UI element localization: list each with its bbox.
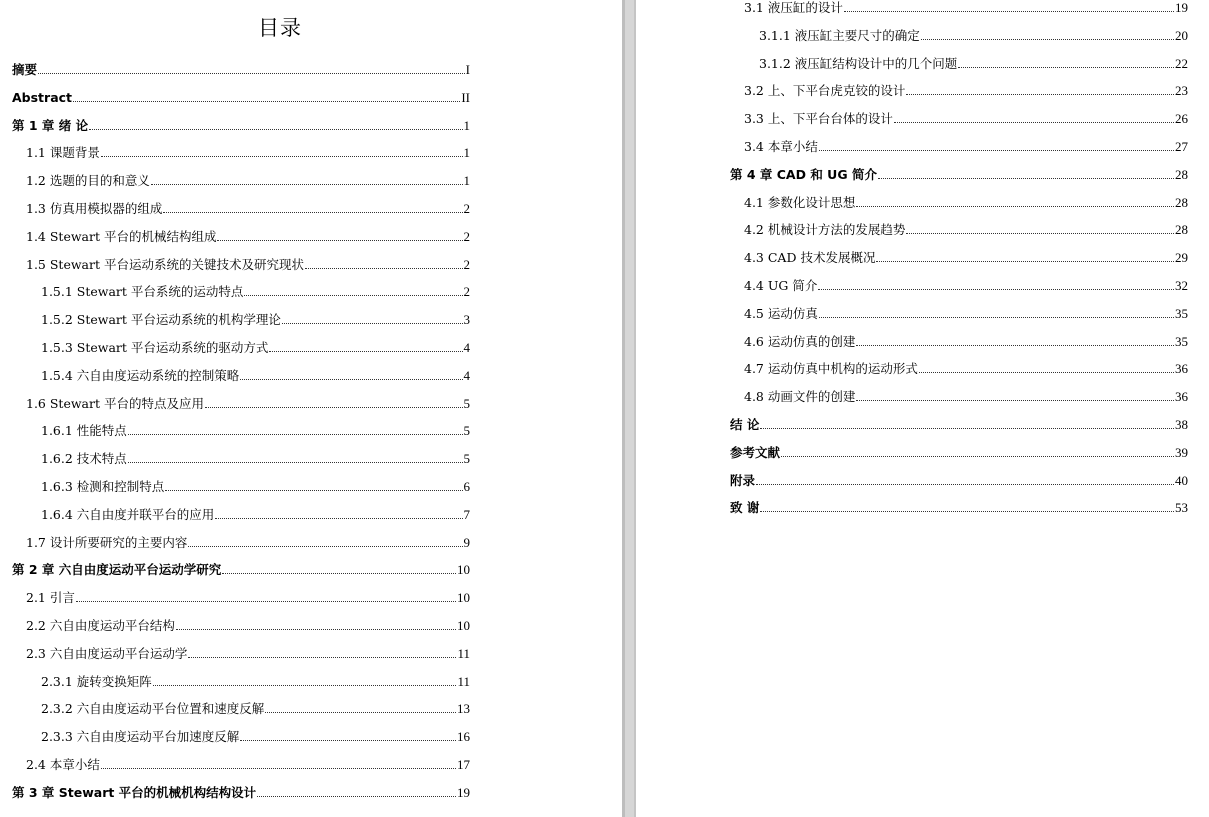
dot-leader	[894, 122, 1174, 123]
toc-entry[interactable]	[730, 164, 1188, 192]
toc-entry-label: 第 1 章 绪 论	[12, 117, 89, 133]
toc-entry[interactable]	[730, 80, 1188, 108]
toc-entry[interactable]	[12, 754, 470, 782]
toc-entry[interactable]	[730, 53, 1188, 81]
toc-entry-label: 4.5 运动仿真	[744, 305, 818, 321]
dot-leader	[244, 295, 462, 296]
toc-entry-page-number: 6	[463, 478, 470, 494]
toc-entry-label: 4.1 参数化设计思想	[744, 194, 856, 210]
toc-entry[interactable]	[12, 393, 470, 421]
toc-entry-label: 第 2 章 六自由度运动平台运动学研究	[12, 562, 222, 578]
toc-entry-label: 2.3.2 六自由度运动平台位置和速度反解	[41, 701, 265, 717]
toc-entry-label: 1.3 仿真用模拟器的组成	[26, 200, 163, 216]
dot-leader	[760, 511, 1174, 512]
toc-entry[interactable]	[12, 87, 470, 115]
toc-entry[interactable]	[730, 414, 1188, 442]
toc-entry-page-number: 28	[1175, 222, 1188, 238]
toc-entry-page-number: 36	[1175, 361, 1188, 377]
toc-entry-label: 2.4 本章小结	[26, 756, 100, 772]
toc-entry-page-number: 1	[463, 145, 470, 161]
toc-entry-page-number: 5	[463, 395, 470, 411]
toc-entry-page-number: 11	[457, 673, 470, 689]
page-divider	[622, 0, 636, 817]
toc-entry-label: 1.5.4 六自由度运动系统的控制策略	[41, 367, 240, 383]
dot-leader	[128, 434, 463, 435]
toc-entry-label: 致 谢	[730, 500, 760, 516]
toc-entry[interactable]	[12, 643, 470, 671]
toc-entry[interactable]	[12, 170, 470, 198]
toc-entry-label: 1.5.3 Stewart 平台运动系统的驱动方式	[41, 339, 269, 355]
toc-entry-page-number: 20	[1175, 27, 1188, 43]
toc-entry[interactable]	[12, 281, 470, 309]
dot-leader	[282, 323, 463, 324]
toc-entry-page-number: 2	[463, 284, 470, 300]
dot-leader	[906, 94, 1174, 95]
toc-entry-page-number: 2	[463, 256, 470, 272]
toc-entry-label: 1.6 Stewart 平台的特点及应用	[26, 395, 204, 411]
toc-entry-page-number: 13	[457, 701, 470, 717]
toc-entry-page-number: 10	[457, 617, 470, 633]
toc-entry-page-number: 28	[1175, 194, 1188, 210]
toc-entry-label: 2.3 六自由度运动平台运动学	[26, 645, 188, 661]
toc-entry-page-number: 36	[1175, 389, 1188, 405]
dot-leader	[921, 39, 1174, 40]
dot-leader	[856, 345, 1174, 346]
dot-leader	[153, 685, 457, 686]
toc-entry-label: 1.5.1 Stewart 平台系统的运动特点	[41, 284, 244, 300]
dot-leader	[856, 400, 1174, 401]
toc-entry[interactable]	[12, 671, 470, 699]
toc-entry-page-number: 19	[1175, 0, 1188, 15]
dot-leader	[958, 67, 1174, 68]
toc-entry[interactable]	[12, 587, 470, 615]
toc-entry-page-number: 35	[1175, 305, 1188, 321]
dot-leader	[240, 740, 456, 741]
toc-entry-label: 1.2 选题的目的和意义	[26, 173, 150, 189]
dot-leader	[73, 101, 460, 102]
toc-entry[interactable]	[12, 309, 470, 337]
toc-entry-page-number: 19	[457, 784, 470, 800]
toc-entry-page-number: 1	[463, 173, 470, 189]
dot-leader	[165, 490, 462, 491]
toc-entry-label: 1.7 设计所要研究的主要内容	[26, 534, 188, 550]
toc-entry-page-number: 10	[457, 562, 470, 578]
toc-list-right	[730, 0, 1188, 525]
dot-leader	[818, 289, 1174, 290]
toc-entry[interactable]	[12, 698, 470, 726]
dot-leader	[222, 573, 456, 574]
toc-entry-label: 附录	[730, 472, 756, 488]
toc-entry-label: 2.3.1 旋转变换矩阵	[41, 673, 152, 689]
toc-entry-label: 结 论	[730, 416, 760, 432]
dot-leader	[257, 796, 456, 797]
toc-entry-page-number: I	[465, 62, 470, 77]
dot-leader	[89, 129, 462, 130]
toc-entry-label: 1.6.2 技术特点	[41, 451, 127, 467]
dot-leader	[188, 657, 456, 658]
toc-entry[interactable]	[730, 386, 1188, 414]
toc-entry-label: 1.1 课题背景	[26, 145, 100, 161]
toc-entry-label: 1.6.3 检测和控制特点	[41, 478, 165, 494]
toc-entry-page-number: 38	[1175, 416, 1188, 432]
toc-entry[interactable]	[12, 59, 470, 87]
dot-leader	[781, 456, 1174, 457]
toc-entry-page-number: 5	[463, 423, 470, 439]
dot-leader	[819, 150, 1174, 151]
toc-list-left	[12, 59, 470, 810]
toc-entry[interactable]	[730, 0, 1188, 25]
toc-entry-label: 4.4 UG 简介	[744, 277, 818, 293]
toc-entry[interactable]	[12, 782, 470, 810]
toc-entry[interactable]	[12, 532, 470, 560]
dot-leader	[101, 156, 463, 157]
toc-entry[interactable]	[730, 247, 1188, 275]
toc-entry[interactable]	[730, 470, 1188, 498]
dot-leader	[151, 184, 463, 185]
toc-entry-page-number: 28	[1175, 166, 1188, 182]
toc-entry[interactable]	[730, 136, 1188, 164]
toc-entry[interactable]	[12, 115, 470, 143]
toc-entry-label: Abstract	[12, 89, 73, 105]
toc-entry-label: 1.4 Stewart 平台的机械结构组成	[26, 228, 217, 244]
toc-entry-label: 4.3 CAD 技术发展概况	[744, 250, 876, 266]
toc-entry[interactable]	[12, 615, 470, 643]
toc-entry-page-number: 35	[1175, 333, 1188, 349]
toc-entry[interactable]	[730, 358, 1188, 386]
right-page	[636, 0, 1209, 817]
dot-leader	[906, 233, 1174, 234]
toc-entry[interactable]	[730, 275, 1188, 303]
toc-entry-label: 1.5.2 Stewart 平台运动系统的机构学理论	[41, 312, 281, 328]
dot-leader	[819, 317, 1174, 318]
dot-leader	[215, 518, 462, 519]
toc-entry-page-number: 5	[463, 451, 470, 467]
dot-leader	[76, 601, 456, 602]
toc-entry-page-number: 53	[1175, 500, 1188, 516]
toc-entry[interactable]	[12, 254, 470, 282]
toc-entry-label: 1.6.1 性能特点	[41, 423, 127, 439]
toc-entry-label: 3.1.1 液压缸主要尺寸的确定	[759, 27, 920, 43]
dot-leader	[163, 212, 462, 213]
toc-entry-page-number: 7	[463, 506, 470, 522]
toc-entry-label: 4.2 机械设计方法的发展趋势	[744, 222, 906, 238]
toc-entry[interactable]	[730, 192, 1188, 220]
toc-entry-label: 3.4 本章小结	[744, 138, 818, 154]
toc-entry-page-number: 4	[463, 367, 470, 383]
toc-entry-label: 3.1.2 液压缸结构设计中的几个问题	[759, 55, 958, 71]
toc-entry-page-number: 2	[463, 200, 470, 216]
toc-entry[interactable]	[730, 108, 1188, 136]
dot-leader	[265, 712, 456, 713]
toc-entry[interactable]	[12, 448, 470, 476]
toc-entry-label: 参考文献	[730, 444, 781, 460]
toc-entry[interactable]	[730, 442, 1188, 470]
toc-entry[interactable]	[12, 365, 470, 393]
toc-entry[interactable]	[12, 726, 470, 754]
toc-entry-label: 3.2 上、下平台虎克铰的设计	[744, 83, 906, 99]
toc-entry-label: 摘要	[12, 62, 38, 77]
toc-entry-page-number: 4	[463, 339, 470, 355]
toc-entry-label: 2.3.3 六自由度运动平台加速度反解	[41, 729, 240, 745]
dot-leader	[240, 379, 462, 380]
dot-leader	[188, 546, 462, 547]
dot-leader	[269, 351, 462, 352]
toc-entry[interactable]	[12, 226, 470, 254]
dot-leader	[305, 268, 463, 269]
toc-entry[interactable]	[12, 198, 470, 226]
toc-entry-page-number: 27	[1175, 138, 1188, 154]
dot-leader	[205, 407, 463, 408]
toc-entry-label: 1.5 Stewart 平台运动系统的关键技术及研究现状	[26, 256, 304, 272]
toc-entry-page-number: 16	[457, 729, 470, 745]
toc-entry-page-number: 1	[463, 117, 470, 133]
toc-entry[interactable]	[12, 337, 470, 365]
toc-entry[interactable]	[730, 219, 1188, 247]
toc-entry[interactable]	[730, 25, 1188, 53]
toc-entry-label: 1.6.4 六自由度并联平台的应用	[41, 506, 215, 522]
toc-entry-label: 4.6 运动仿真的创建	[744, 333, 856, 349]
toc-entry-page-number: 23	[1175, 83, 1188, 99]
toc-entry[interactable]	[730, 331, 1188, 359]
toc-entry-label: 4.8 动画文件的创建	[744, 389, 856, 405]
dot-leader	[756, 484, 1174, 485]
dot-leader	[217, 240, 462, 241]
dot-leader	[176, 629, 456, 630]
toc-entry-page-number: 17	[457, 756, 470, 772]
toc-entry-page-number: 39	[1175, 444, 1188, 460]
toc-entry-label: 4.7 运动仿真中机构的运动形式	[744, 361, 918, 377]
toc-entry[interactable]	[730, 497, 1188, 525]
toc-entry-label: 第 4 章 CAD 和 UG 简介	[730, 166, 877, 182]
dot-leader	[128, 462, 463, 463]
dot-leader	[844, 11, 1174, 12]
toc-entry-page-number: 32	[1175, 277, 1188, 293]
toc-entry-label: 第 3 章 Stewart 平台的机械机构结构设计	[12, 784, 257, 800]
toc-entry[interactable]	[12, 504, 470, 532]
toc-entry[interactable]	[12, 559, 470, 587]
toc-entry-label: 3.3 上、下平台台体的设计	[744, 111, 893, 127]
toc-entry-page-number: 9	[463, 534, 470, 550]
dot-leader	[878, 178, 1174, 179]
toc-entry-page-number: 11	[457, 645, 470, 661]
toc-entry-label: 2.1 引言	[26, 590, 75, 606]
dot-leader	[919, 372, 1174, 373]
dot-leader	[760, 428, 1174, 429]
toc-entry-label: 3.1 液压缸的设计	[744, 0, 843, 15]
toc-entry-page-number: 29	[1175, 250, 1188, 266]
toc-title: 目录	[258, 16, 302, 40]
dot-leader	[856, 206, 1174, 207]
toc-entry-page-number: II	[461, 89, 470, 105]
toc-entry-page-number: 3	[463, 312, 470, 328]
toc-entry[interactable]	[12, 142, 470, 170]
toc-entry[interactable]	[12, 420, 470, 448]
toc-entry[interactable]	[730, 303, 1188, 331]
toc-entry-page-number: 40	[1175, 472, 1188, 488]
toc-entry-page-number: 10	[457, 590, 470, 606]
dot-leader	[38, 73, 465, 74]
toc-entry-label: 2.2 六自由度运动平台结构	[26, 617, 175, 633]
toc-entry-page-number: 26	[1175, 111, 1188, 127]
dot-leader	[876, 261, 1174, 262]
toc-entry[interactable]	[12, 476, 470, 504]
dot-leader	[101, 768, 456, 769]
toc-entry-page-number: 22	[1175, 55, 1188, 71]
toc-entry-page-number: 2	[463, 228, 470, 244]
